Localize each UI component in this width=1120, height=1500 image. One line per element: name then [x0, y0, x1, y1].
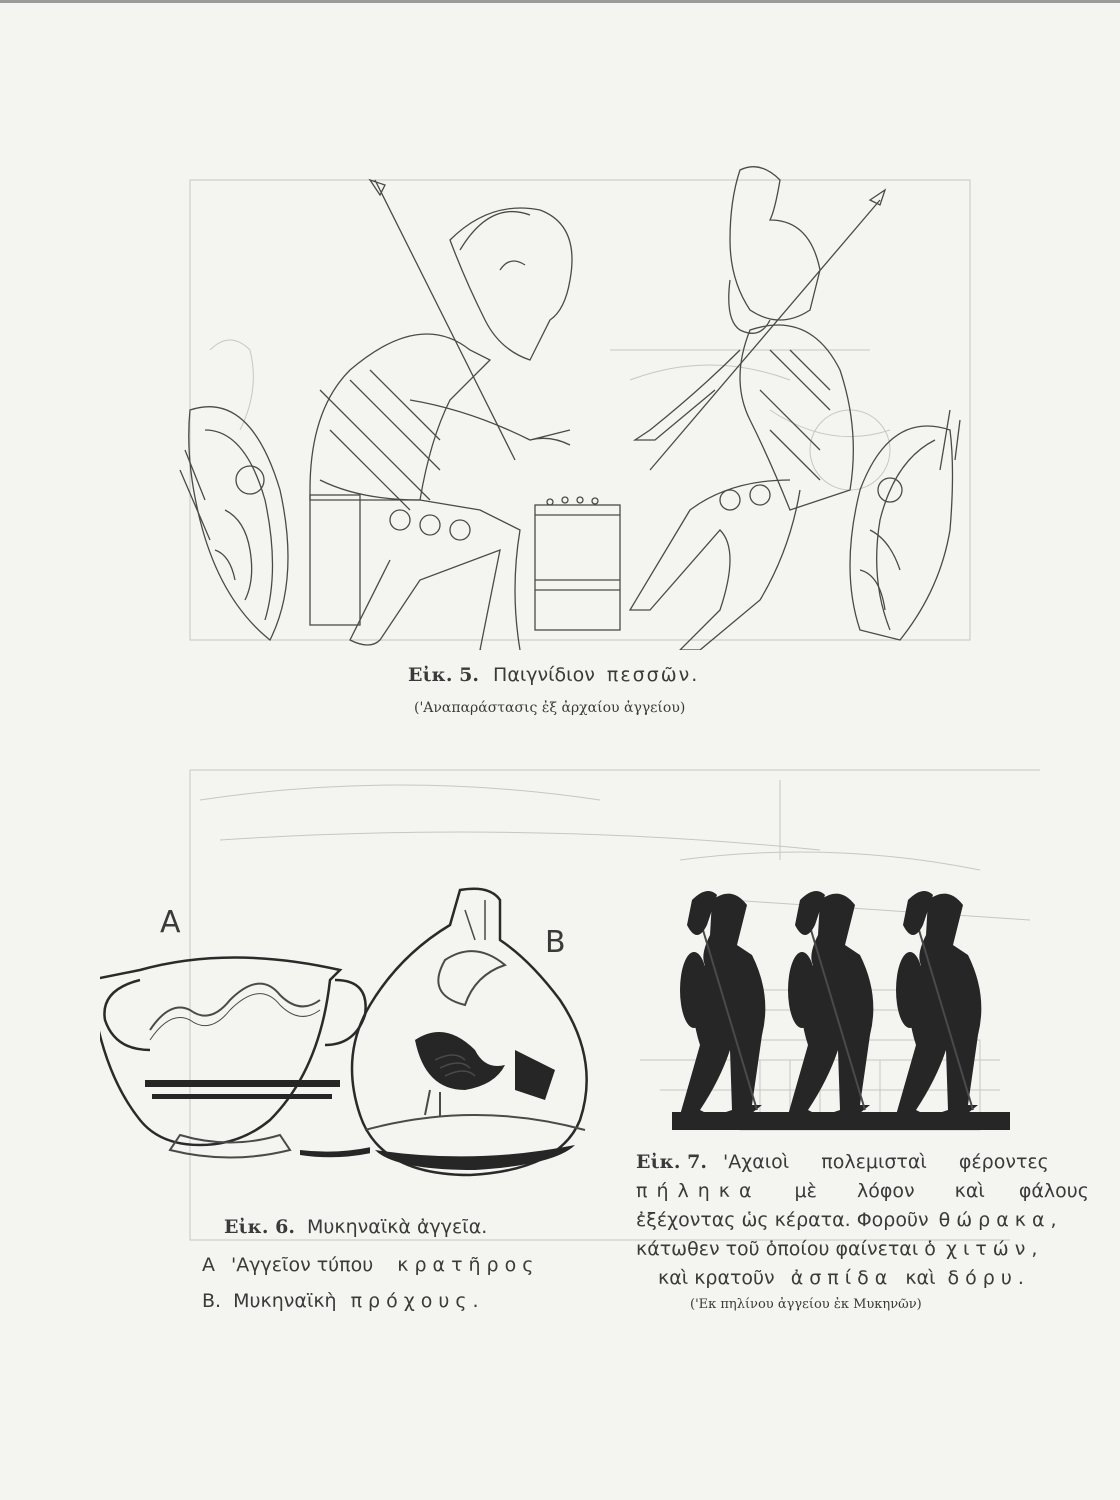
figure-6-item-a-text: 'Αγγεῖον τύπου — [231, 1254, 374, 1276]
figure-7-source: ('Εκ πηλίνου ἀγγείου ἐκ Μυκηνῶν) — [690, 1297, 922, 1312]
figure-6-item-b-letter: B. — [202, 1290, 222, 1312]
figure-7-line-1a: 'Αχαιοὶ — [723, 1151, 790, 1173]
figure-7-line-2e: φάλους — [1018, 1180, 1089, 1202]
figure-7-line-4: κάτωθεν τοῦ ὁποίου φαίνεται ὁ — [636, 1238, 936, 1260]
figure-7-line-2c: λόφον — [856, 1180, 915, 1202]
figure-6-item-a-letter: A — [202, 1254, 215, 1276]
figure-5-title-spaced: πεσσῶν. — [606, 664, 700, 686]
left-warrior-icon — [310, 180, 572, 650]
figure-7-caption-line-4 — [636, 1238, 1043, 1260]
figure-7-line-2b: μὲ — [794, 1180, 817, 1202]
figure-7-illustration — [672, 880, 1012, 1135]
figure-7-line-5d: δόρυ. — [947, 1267, 1030, 1289]
figure-5-source: ('Αναπαράστασις ἐξ ἀρχαίου ἀγγείου) — [414, 700, 686, 716]
figure-6-number: Εἰκ. 6. — [224, 1216, 295, 1238]
figure-5-title: Παιγνίδιον — [493, 664, 595, 686]
figure-6-item-a — [202, 1254, 539, 1276]
figure-7-number: Εἰκ. 7. — [636, 1151, 707, 1173]
figure-7-line-5c: καὶ — [905, 1267, 936, 1289]
figure-7-line-1c: φέροντες — [958, 1151, 1049, 1173]
figure-7-caption-line-5 — [658, 1267, 1030, 1289]
figure-7-line-5b: ἀσπίδα — [790, 1267, 894, 1289]
figure-6-caption — [224, 1216, 487, 1238]
figure-5-illustration — [170, 150, 990, 650]
figure-6-item-b-text: Μυκηναϊκὴ — [233, 1290, 337, 1312]
vessel-b-label: B — [545, 925, 566, 960]
figure-6-item-b-spaced: πρόχους. — [350, 1290, 485, 1312]
vessel-a-label: A — [160, 905, 181, 940]
right-warrior-icon — [630, 167, 885, 650]
vessel-a-krater-icon — [100, 950, 370, 1180]
page-top-edge — [0, 0, 1120, 3]
figure-7-line-3: ἐξέχοντας ὡς κέρατα. Φοροῦν — [636, 1209, 929, 1231]
figure-5-number: Εἰκ. 5. — [408, 664, 479, 686]
figure-7-line-3-spaced: θώρακα, — [938, 1209, 1063, 1231]
figure-6-item-b — [202, 1290, 485, 1312]
vessel-b-prochous-icon — [345, 880, 605, 1190]
figure-7-line-2a: πήληκα — [636, 1180, 761, 1202]
figure-7-line-4-spaced: χιτών, — [945, 1238, 1044, 1260]
figure-7-caption-line-2 — [636, 1180, 1089, 1202]
figure-6-title: Μυκηναϊκὰ ἀγγεῖα. — [307, 1216, 488, 1238]
game-block-icon — [535, 497, 620, 630]
figure-7-line-2d: καὶ — [954, 1180, 985, 1202]
figure-7-caption-line-1 — [636, 1151, 1049, 1173]
left-shield-icon — [180, 407, 288, 640]
figure-5-caption — [408, 664, 699, 686]
figure-7-line-5a: καὶ κρατοῦν — [658, 1267, 775, 1289]
right-shield-icon — [850, 410, 960, 640]
warrior-3-icon — [896, 891, 981, 1117]
figure-6-item-a-spaced: κρατῆρος — [397, 1254, 540, 1276]
warrior-2-icon — [788, 891, 873, 1117]
figure-7-line-1b: πολεμισταὶ — [821, 1151, 927, 1173]
warrior-1-icon — [680, 891, 765, 1117]
figure-7-caption-line-3 — [636, 1209, 1063, 1231]
